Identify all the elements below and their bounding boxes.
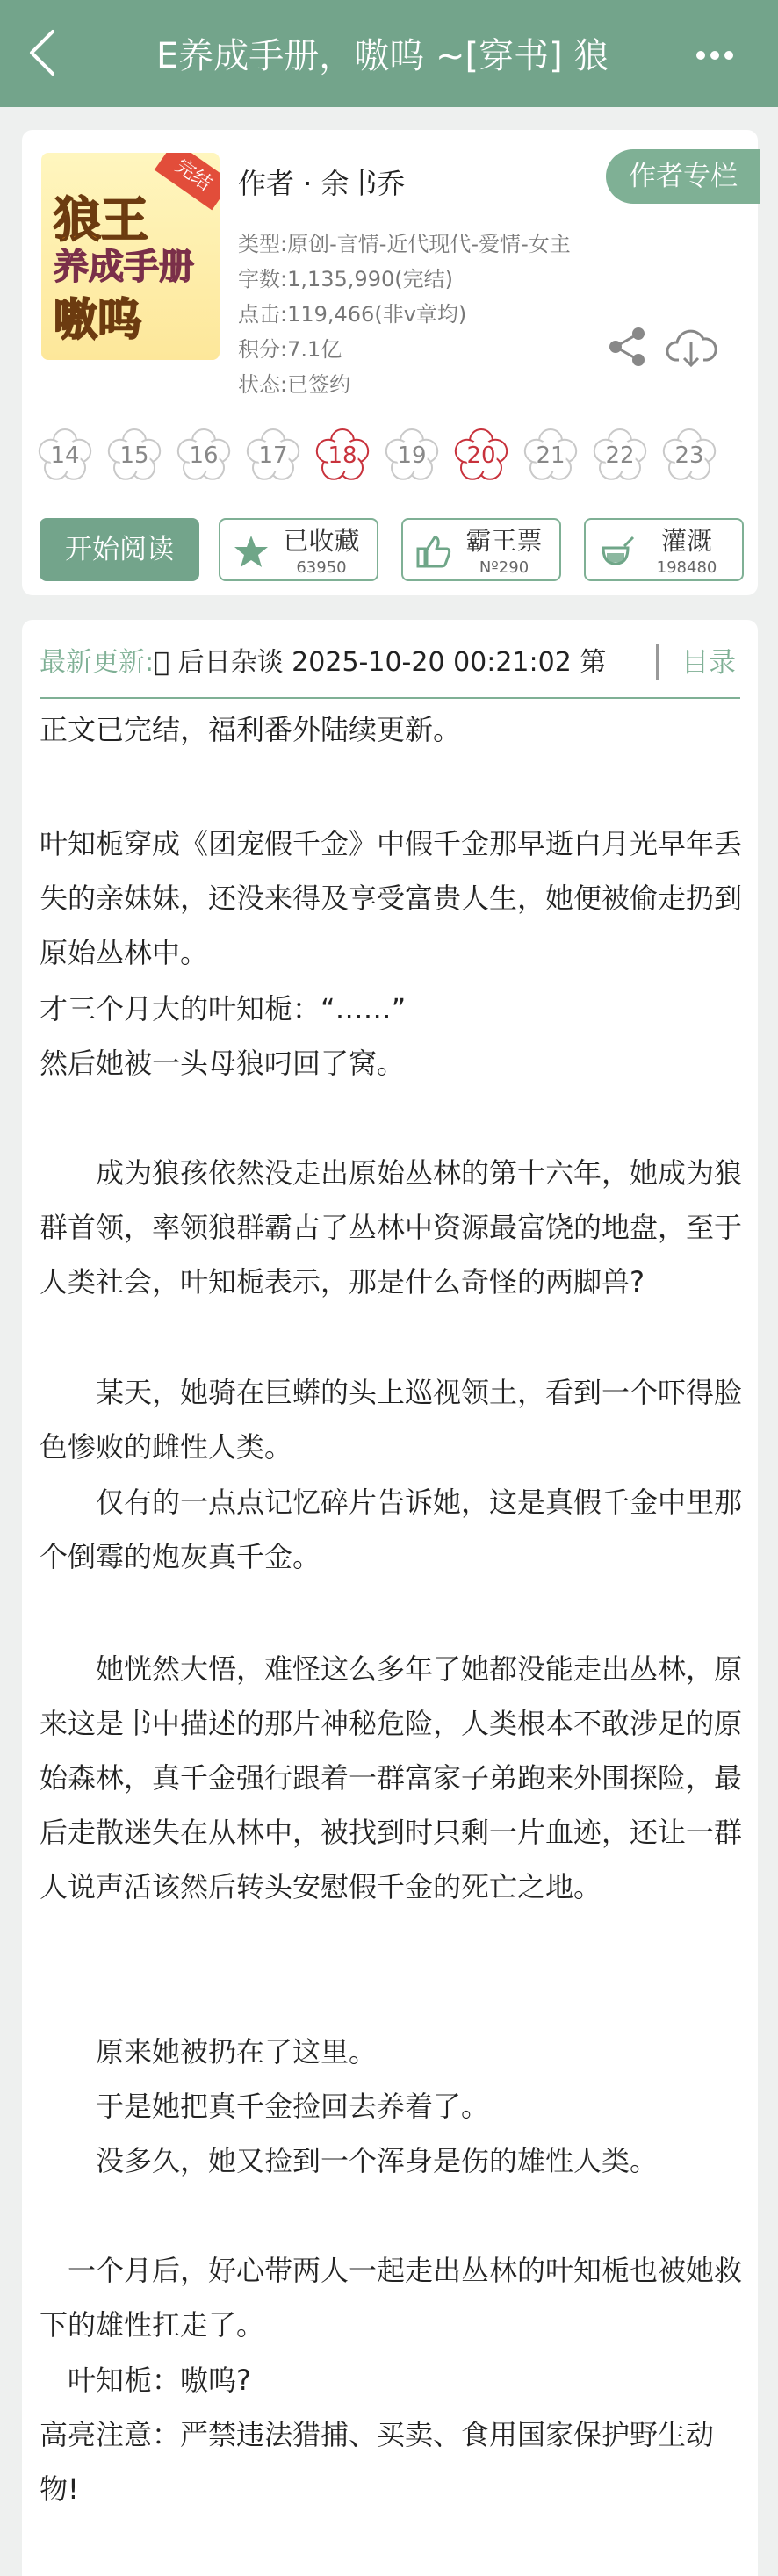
latest-update-text:   后日杂谈 2025-10-20 00:21:02 第 [154, 647, 607, 678]
flower-badge[interactable] [383, 427, 441, 485]
cover-title-line1: 狼王 [54, 192, 148, 248]
book-clicks: 点击:119,466(非v章均) [238, 302, 467, 327]
flower-label: 19 [397, 443, 427, 469]
bawang-ticket-button[interactable] [401, 518, 561, 581]
cover-title-line2: 养成手册 [54, 247, 194, 287]
flower-row [36, 427, 738, 485]
intro-line: 她恍然大悟，难怪这么多年了她都没能走出丛林，原来这是书中描述的那片神秘危险，人类根本不敢涉足的原始森林，真千金强行跟着一群富家子弟跑来外围探险，最后走散迷失在从林中，被找到时只剩一片血迹，还让一群人说声活该然后转头安慰假千金的死亡之地。 [40, 1652, 743, 1903]
star-icon [233, 534, 270, 569]
page-title: E养成手册，嗷呜 ~[穿书] 狼 [156, 36, 609, 76]
flower-badge[interactable] [175, 427, 233, 485]
book-word-count: 字数:1,135,990(完结) [238, 267, 453, 291]
intro-line: 叶知栀：嗷呜? [40, 2364, 251, 2397]
table-of-contents-link[interactable]: 目录 [681, 647, 736, 679]
book-type: 类型:原创-言情-近代现代-爱情-女主 [238, 232, 571, 256]
flower-badge[interactable] [36, 427, 94, 485]
start-reading-button[interactable]: 开始阅读 [40, 518, 199, 581]
latest-update-prefix: 最新更新: [40, 647, 155, 678]
intro-line: 正文已完结，福利番外陆续更新。 [40, 713, 462, 746]
top-bar [0, 0, 778, 107]
divider [40, 697, 740, 699]
back-button[interactable] [26, 26, 79, 81]
intro-line: 没多久，她又捡到一个浑身是伤的雄性人类。 [40, 2144, 659, 2177]
intro-line: 然后她被一头母狼叼回了窝。 [40, 1047, 406, 1080]
cover-complete-badge: 完结 [155, 153, 220, 210]
author-name[interactable]: 作者 · 余书乔 [238, 167, 406, 200]
flower-label: 18 [328, 443, 357, 469]
flower-label: 14 [50, 443, 80, 469]
intro-line: 才三个月大的叶知栀：“……” [40, 992, 407, 1025]
intro-line: 原来她被扔在了这里。 [40, 2035, 378, 2069]
action-row [40, 518, 760, 581]
book-status: 状态:已签约 [238, 372, 351, 397]
intro-line: 叶知栀穿成《团宠假千金》中假千金那早逝白月光早年丢失的亲妹妹，还没来得及享受富贵人生，她便被偷走扔到原始丛林中。 [40, 827, 743, 969]
irrigate-count: 198480 [656, 558, 717, 577]
intro-line: 仅有的一点点记忆碎片告诉她，这是真假千金中里那个倒霉的炮灰真千金。 [40, 1486, 743, 1573]
latest-update[interactable] [40, 632, 707, 694]
watering-can-icon [598, 534, 635, 569]
collect-button[interactable] [219, 518, 378, 581]
book-cover[interactable] [41, 153, 220, 360]
flower-badge[interactable] [244, 427, 302, 485]
intro-line: 于是她把真千金捡回去养着了。 [40, 2090, 490, 2123]
thumbs-up-icon [415, 534, 452, 569]
flower-badge[interactable] [313, 427, 371, 485]
flower-label: 22 [605, 443, 635, 469]
flower-label: 23 [674, 443, 704, 469]
flower-badge[interactable] [105, 427, 163, 485]
bawang-ticket-label: 霸王票 [465, 526, 543, 556]
flower-badge[interactable] [522, 427, 580, 485]
author-column-button[interactable]: 作者专栏 [606, 149, 760, 204]
collect-count: 63950 [296, 558, 347, 577]
intro-line: 成为狼孩依然没走出原始丛林的第十六年，她成为狼群首领，率领狼群霸占了丛林中资源最富饶的地盘，至于人类社会，叶知栀表示，那是什么奇怪的两脚兽? [40, 1156, 743, 1299]
more-dots-icon [695, 42, 734, 68]
intro-line: 高亮注意：严禁违法猎捕、买卖、食用国家保护野生动物! [40, 2418, 715, 2506]
book-points: 积分:7.1亿 [238, 337, 342, 362]
share-icon[interactable] [605, 325, 649, 369]
flower-label: 15 [119, 443, 149, 469]
flower-badge[interactable] [660, 427, 718, 485]
download-icon[interactable] [665, 321, 717, 371]
chevron-left-icon [26, 26, 58, 79]
bawang-ticket-count: Nº290 [479, 558, 529, 577]
flower-badge[interactable] [452, 427, 510, 485]
cover-title-line3: 嗷呜 [54, 294, 141, 345]
book-info-card [22, 130, 758, 595]
flower-label: 17 [258, 443, 288, 469]
collect-label: 已收藏 [283, 526, 360, 556]
flower-label: 20 [466, 443, 496, 469]
more-button[interactable] [695, 33, 748, 77]
intro-line: 某天，她骑在巨蟒的头上巡视领土，看到一个吓得脸色惨败的雌性人类。 [40, 1376, 743, 1464]
flower-label: 16 [189, 443, 219, 469]
flower-label: 21 [536, 443, 565, 469]
irrigate-button[interactable] [584, 518, 744, 581]
intro-line: 一个月后，好心带两人一起走出丛林的叶知栀也被她救下的雄性扛走了。 [40, 2254, 743, 2342]
flower-badge[interactable] [591, 427, 649, 485]
irrigate-label: 灌溉 [660, 526, 712, 556]
divider [656, 644, 659, 680]
